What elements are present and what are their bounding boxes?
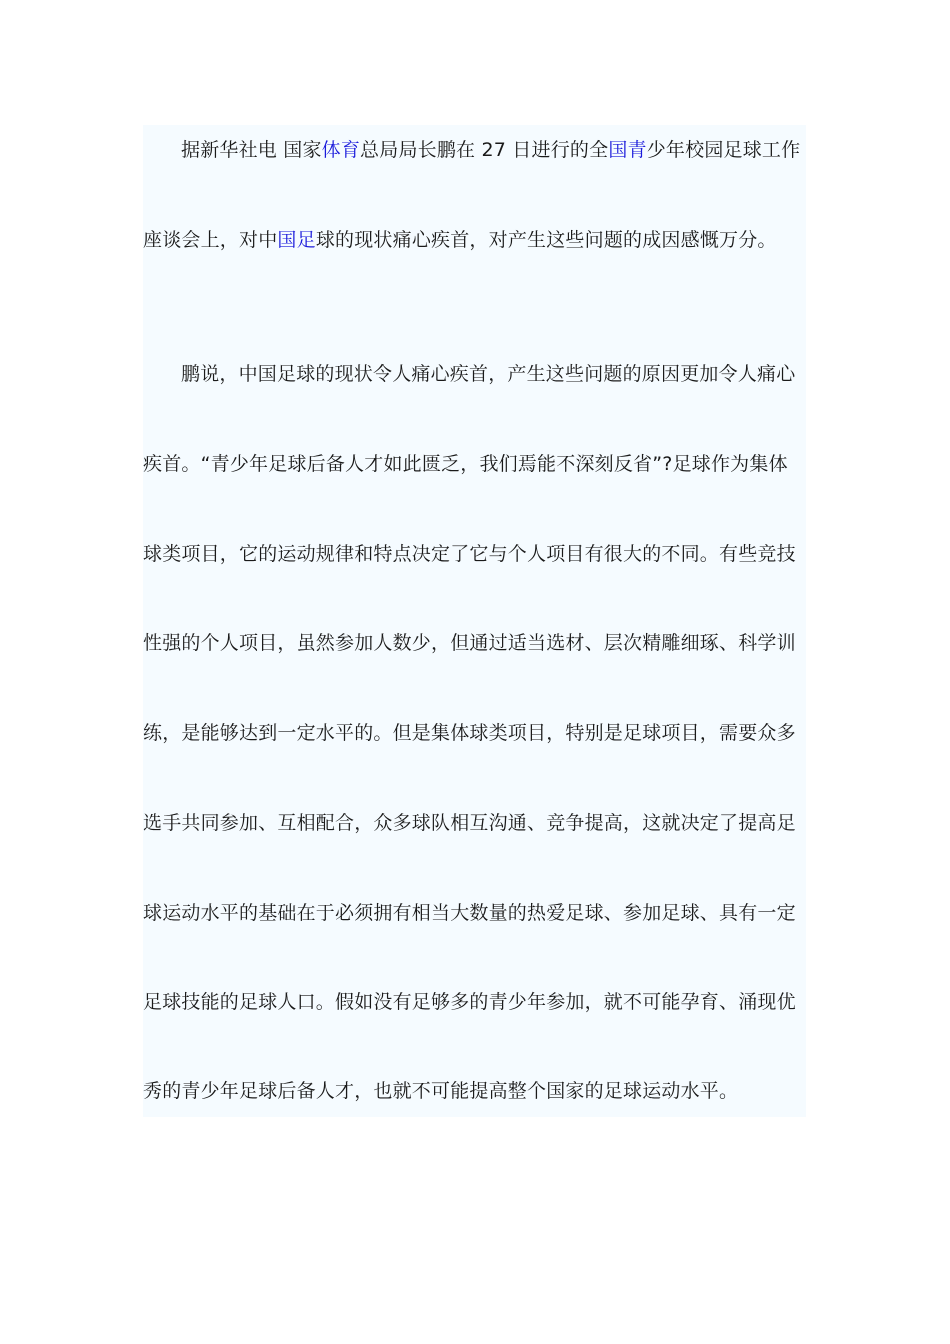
paragraph-2-line-2: 疾首。“青少年足球后备人才如此匮乏，我们焉能不深刻反省”?足球作为集体 [143,453,788,475]
text-segment: 据新华社电 国家 [181,139,322,161]
paragraph-2-line-4: 性强的个人项目，虽然参加人数少，但通过适当选材、层次精雕细琢、科学训 [143,632,796,654]
text-segment: 少年校园足球工作 [646,139,801,161]
text-segment: 球的现状痛心疾首，对产生这些问题的成因感慨万分。 [315,229,777,251]
link-sports[interactable]: 体育 [321,139,361,161]
paragraph-2-line-8: 足球技能的足球人口。假如没有足够多的青少年参加，就不可能孕育、涌现优 [143,991,796,1013]
paragraph-2-line-6: 选手共同参加、互相配合，众多球队相互沟通、竞争提高，这就决定了提高足 [143,812,796,834]
paragraph-2-line-3: 球类项目，它的运动规律和特点决定了它与个人项目有很大的不同。有些竞技 [143,543,796,565]
link-national-football[interactable]: 国足 [277,229,316,251]
paragraph-2-line-9: 秀的青少年足球后备人才，也就不可能提高整个国家的足球运动水平。 [143,1080,739,1102]
link-national-youth[interactable]: 国青 [608,139,647,161]
text-segment: 座谈会上，对中 [143,229,278,251]
text-segment: 总局局长鹏在 27 日进行的全 [360,139,609,161]
paragraph-2-line-1: 鹏说，中国足球的现状令人痛心疾首，产生这些问题的原因更加令人痛心 [181,363,796,385]
paragraph-1-line-1 [181,137,861,163]
paragraph-1-line-2 [143,227,823,253]
article-text-block [143,125,806,1117]
paragraph-2-line-7: 球运动水平的基础在于必须拥有相当大数量的热爱足球、参加足球、具有一定 [143,902,796,924]
paragraph-2-line-5: 练，是能够达到一定水平的。但是集体球类项目，特别是足球项目，需要众多 [143,722,796,744]
